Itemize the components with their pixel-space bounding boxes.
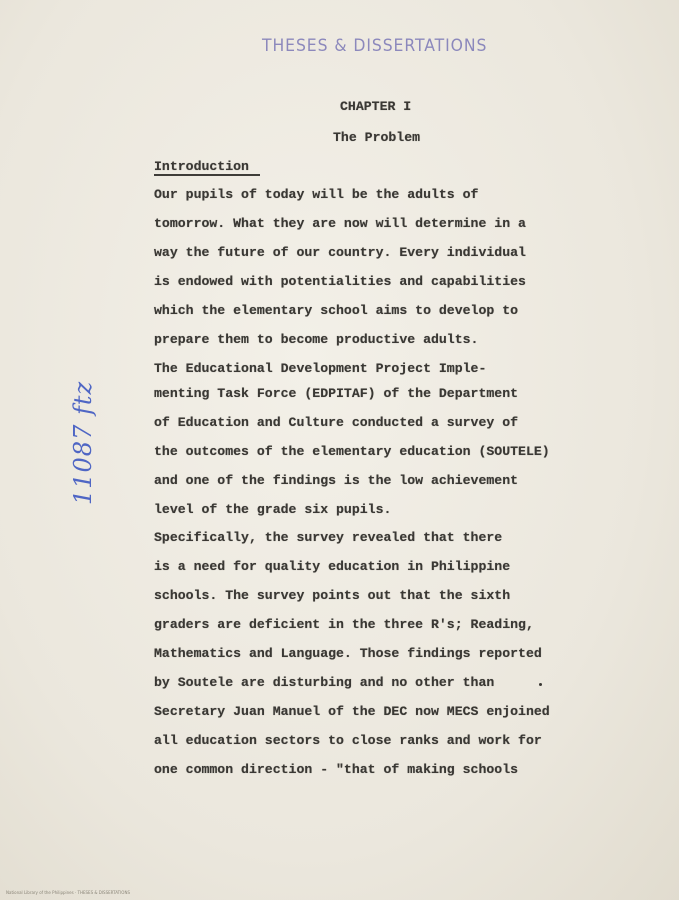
body-line: Specifically, the survey revealed that there — [154, 530, 503, 545]
ink-dot — [539, 683, 542, 686]
body-line: which the elementary school aims to develop to — [154, 303, 519, 318]
heading-underline — [154, 174, 260, 176]
section-heading: Introduction — [154, 159, 249, 174]
body-line: level of the grade six pupils. — [154, 502, 392, 517]
body-line: way the future of our country. Every individual — [154, 245, 526, 260]
body-line: schools. The survey points out that the sixth — [154, 588, 511, 603]
body-line: prepare them to become productive adults. — [154, 332, 479, 347]
body-line: the outcomes of the elementary education (SOUTELE) — [154, 444, 550, 459]
theses-dissertations-stamp: THESES & DISSERTATIONS — [262, 36, 488, 56]
body-line: menting Task Force (EDPITAF) of the Department — [154, 386, 519, 401]
footer-credit: National Library of the Philippines · THESES & DISSERTATIONS — [6, 890, 130, 895]
chapter-title: The Problem — [333, 130, 421, 145]
body-line: all education sectors to close ranks and work for — [154, 733, 542, 748]
chapter-label: CHAPTER I — [340, 99, 412, 114]
body-line: Our pupils of today will be the adults of — [154, 187, 479, 202]
handwritten-annotation: 11087 ftz — [69, 380, 97, 505]
body-line: Mathematics and Language. Those findings reported — [154, 646, 542, 661]
body-line: one common direction - "that of making schools — [154, 762, 519, 777]
body-line: by Soutele are disturbing and no other than — [154, 675, 495, 690]
body-line: The Educational Development Project Imple- — [154, 361, 487, 376]
body-line: of Education and Culture conducted a survey of — [154, 415, 519, 430]
body-line: is endowed with potentialities and capabilities — [154, 274, 526, 289]
body-line: graders are deficient in the three R's; Reading, — [154, 617, 534, 632]
body-line: is a need for quality education in Philippine — [154, 559, 511, 574]
body-line: tomorrow. What they are now will determine in a — [154, 216, 526, 231]
body-line: and one of the findings is the low achievement — [154, 473, 519, 488]
body-line: Secretary Juan Manuel of the DEC now MECS enjoined — [154, 704, 550, 719]
